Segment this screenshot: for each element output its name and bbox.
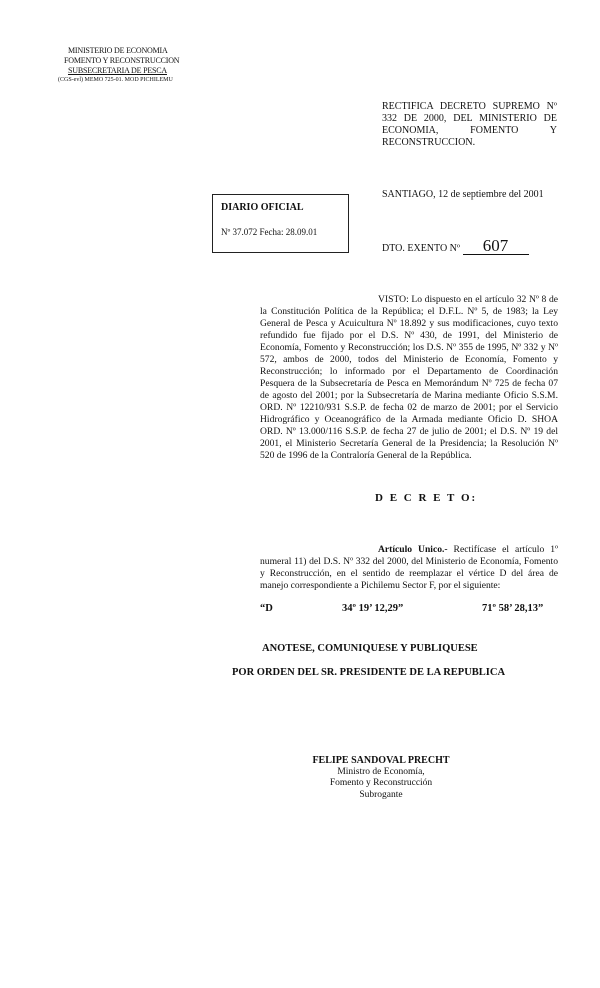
exento-label: DTO. EXENTO Nº [382, 243, 461, 254]
header-line-fomento: FOMENTO Y RECONSTRUCCION [64, 56, 180, 65]
latitude-value: 34º 19’ 12,29” [342, 603, 404, 614]
date-line: SANTIAGO, 12 de septiembre del 2001 [382, 189, 544, 200]
signature-block [281, 755, 481, 801]
decreto-heading: D E C R E T O: [375, 492, 478, 504]
closing-anotese: ANOTESE, COMUNIQUESE Y PUBLIQUESE [262, 643, 478, 654]
signatory-title-1: Ministro de Economía, [337, 766, 425, 777]
vertex-label: “D [260, 603, 273, 614]
diario-oficial-details: Nº 37.072 Fecha: 28.09.01 [221, 227, 318, 237]
articulo-unico-paragraph [260, 544, 558, 592]
header-line-subsecretaria: SUBSECRETARIA DE PESCA [68, 66, 167, 75]
articulo-heading: Artículo Unico.- [378, 544, 448, 555]
ministry-header [58, 46, 234, 84]
signatory-title-2: Fomento y Reconstrucción [329, 778, 433, 788]
visto-paragraph: VISTO: Lo dispuesto en el artículo 32 Nº 8 de la Constitución Política de la República; el D.F.L. Nº 5, de 1983; la Ley General de Pesca y Acuicultura Nº 18.892 y sus modificaciones, cuyo texto refundido fue fijado por el D.S. Nº 430, de 1991, del Ministerio de Economía, Fomento y Reconstrucción; los D.S. Nº 355 de 1995, Nº 332 y Nº 572, ambos de 2000, todos del Ministerio de Economía, Fomento y Reconstrucción; lo informado por el Departamento de Coordinación Pesquera de la Subsecretaría de Pesca en Memorándum Nº 725 de fecha 07 de agosto del 2001; por la Subsecretaría de Marina mediante Oficio S.S.M. ORD. Nº 12210/931 S.S.P. de fecha 02 de marzo de 2001; por el Servicio Hidrográfico y Oceanográfico de la Armada mediante Oficio D. SHOA ORD. Nº 13.000/116 S.S.P. de fecha 27 de julio de 2001; el D.S. Nº 19 del 2001, el Ministerio Secretaría General de la Presidencia; la Resolución Nº 520 de 1996 de la Contraloría General de la República. [260, 294, 558, 461]
articulo-text: Rectifícase el artículo 1º numeral 11) del D.S. Nº 332 del 2000, del Ministerio de Economía, Fomento y Reconstrucción, en el sentido de reemplazar el vértice D del área de manejo correspondiente a Pichilemu Sector F, por el siguiente: [260, 544, 558, 591]
header-line-memo: (CGS-evl) MEMO 725-01. MOD PICHILEMU [58, 77, 173, 83]
diario-oficial-box [212, 194, 349, 253]
header-line-ministry: MINISTERIO DE ECONOMIA [68, 46, 168, 55]
longitude-value: 71º 58’ 28,13” [482, 603, 544, 614]
signatory-title-3: Subrogante [359, 789, 403, 800]
exento-line [382, 238, 529, 255]
closing-por-orden: POR ORDEN DEL SR. PRESIDENTE DE LA REPUBLICA [232, 667, 506, 678]
coordinates-row [0, 603, 600, 619]
reference-summary: RECTIFICA DECRETO SUPREMO Nº 332 DE 2000, DEL MINISTERIO DE ECONOMIA, FOMENTO Y RECONSTRUCCION. [382, 101, 557, 148]
diario-oficial-title: DIARIO OFICIAL [221, 202, 304, 213]
signatory-name: FELIPE SANDOVAL PRECHT [312, 755, 450, 766]
exento-number: 607 [463, 238, 529, 255]
